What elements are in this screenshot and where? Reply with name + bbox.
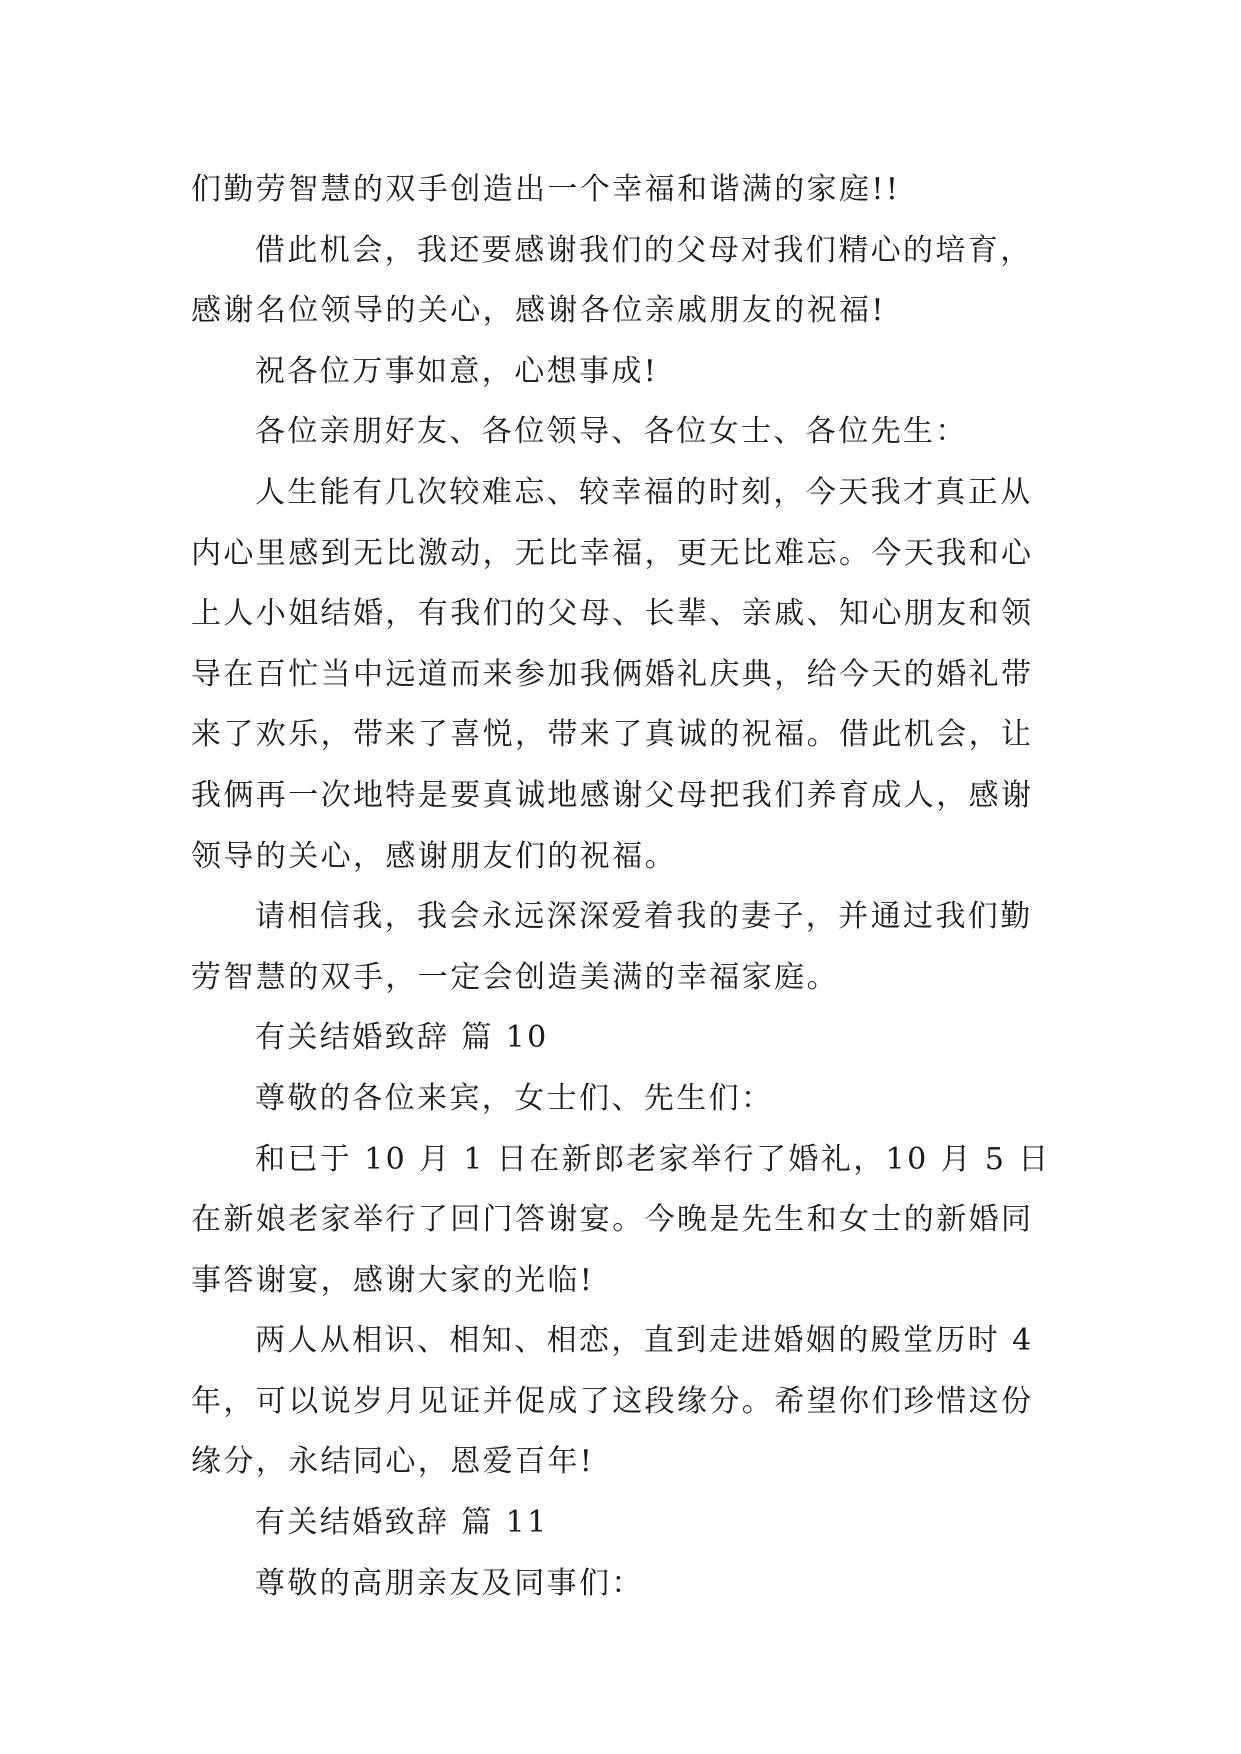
paragraph-salutation: 各位亲朋好友、各位领导、各位女士、各位先生： — [255, 414, 968, 450]
paragraph-salutation-11: 尊敬的高朋亲友及同事们： — [255, 1565, 644, 1601]
section-heading-11: 有关结婚致辞 篇 11 — [255, 1505, 549, 1541]
paragraph-continuation: 们勤劳智慧的双手创造出一个幸福和谐满的家庭!! — [191, 172, 901, 207]
paragraph-promise: 请相信我，我会永远深深爱着我的妻子，并通过我们勤劳智慧的双手，一定会创造美满的幸福家庭。 — [191, 899, 1033, 995]
paragraph-thanks-parents: 借此机会，我还要感谢我们的父母对我们精心的培育，感谢名位领导的关心，感谢各位亲戚朋友的祝福! — [191, 232, 1033, 329]
paragraph-wedding-info: 和已于 10 月 1 日在新郎老家举行了婚礼，10 月 5 日在新娘老家举行了回门答谢宴。今晚是先生和女士的新婚同事答谢宴，感谢大家的光临! — [191, 1141, 1051, 1298]
paragraph-speech-body: 人生能有几次较难忘、较幸福的时刻，今天我才真正从内心里感到无比激动，无比幸福，更无比难忘。今天我和心上人小姐结婚，有我们的父母、长辈、亲戚、知心朋友和领导在百忙当中远道而来参加我俩婚礼庆典，给今天的婚礼带来了欢乐，带来了喜悦，带来了真诚的祝福。借此机会，让我俩再一次地特是要真诚地感谢父母把我们养育成人，感谢领导的关心，感谢朋友们的祝福。 — [191, 474, 1034, 874]
paragraph-salutation-10: 尊敬的各位来宾，女士们、先生们： — [255, 1080, 774, 1116]
section-heading-10: 有关结婚致辞 篇 10 — [255, 1020, 549, 1056]
paragraph-wishes: 祝各位万事如意，心想事成! — [255, 353, 659, 389]
paragraph-blessing: 两人从相识、相知、相恋，直到走进婚姻的殿堂历时 4 年，可以说岁月见证并促成了这段缘分。希望你们珍惜这份缘分，永结同心，恩爱百年! — [191, 1323, 1034, 1480]
document-body — [191, 160, 1051, 1614]
